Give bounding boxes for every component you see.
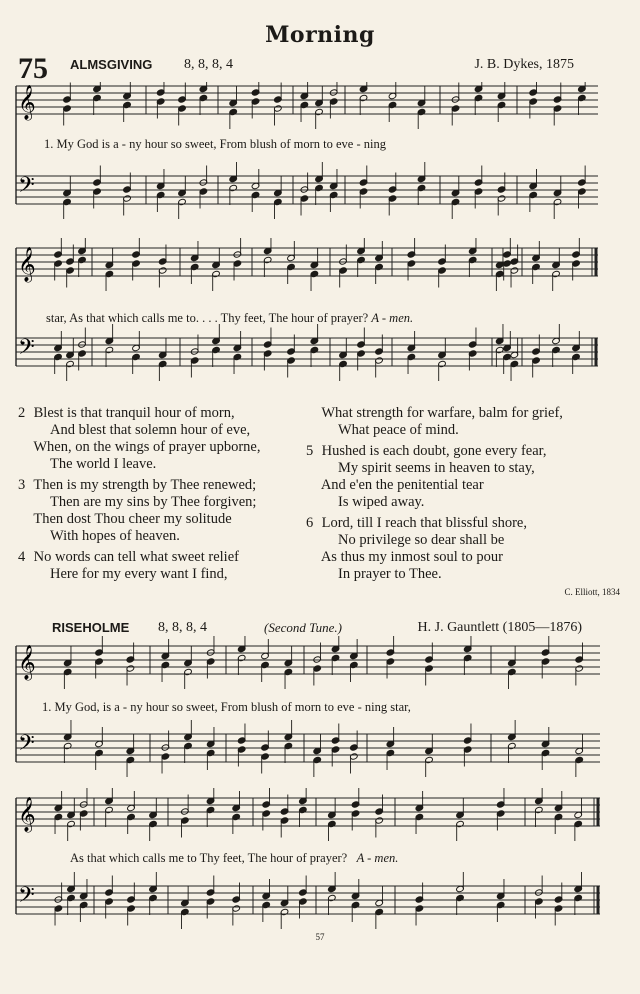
verse-number: 4 xyxy=(18,549,26,565)
second-tune-label: (Second Tune.) xyxy=(264,620,342,635)
sys1-treble-clef-icon: 𝄞 xyxy=(18,85,36,120)
verse-line: Then are my sins by Thee forgiven; xyxy=(50,494,257,510)
music-system-1 xyxy=(0,82,640,222)
composer-1: J. B. Dykes, 1875 xyxy=(474,57,574,72)
verse-line: No words can tell what sweet relief xyxy=(33,549,239,565)
sys2-bass-clef-icon: 𝄢 xyxy=(18,335,35,365)
verse-line: What strength for warfare, balm for grief, xyxy=(321,405,563,421)
verse-line: And e'en the penitential tear xyxy=(320,477,484,493)
verse-line: With hopes of heaven. xyxy=(50,528,180,544)
verse-number: 6 xyxy=(306,515,314,531)
verses-left xyxy=(18,405,260,583)
verse-line: The world I leave. xyxy=(50,456,157,472)
verse-line: Here for my every want I find, xyxy=(50,566,228,582)
verse-line: Hushed is each doubt, gone every fear, xyxy=(321,443,547,459)
sys4-treble-clef-icon: 𝄞 xyxy=(18,797,36,832)
lyric-line-3: 1. My God, is a - ny hour so sweet, From blush of morn to eve - ning star, xyxy=(42,700,411,714)
verse-number: 2 xyxy=(18,405,26,421)
tune-name-almsgiving: ALMSGIVING xyxy=(70,57,153,72)
composer-2: H. J. Gauntlett (1805—1876) xyxy=(417,620,582,635)
verse-line: My spirit seems in heaven to stay, xyxy=(338,460,535,476)
amen-1: A - men. xyxy=(371,311,414,325)
lyric-line-4 xyxy=(70,851,398,866)
lyric-line-4-text: As that which calls me to Thy feet, The hour of prayer? xyxy=(70,851,348,865)
verse-line: What peace of mind. xyxy=(338,422,459,438)
verse-line: No privilege so dear shall be xyxy=(338,532,505,548)
meter-2: 8, 8, 8, 4 xyxy=(158,620,207,635)
sys2-treble-clef-icon: 𝄞 xyxy=(18,247,36,282)
verse-line: In prayer to Thee. xyxy=(338,566,442,582)
verse-line: Lord, till I reach that blissful shore, xyxy=(321,515,527,531)
verse-number: 5 xyxy=(306,443,314,459)
hymn-number: 75 xyxy=(18,52,48,85)
verse-line: As thus my inmost soul to pour xyxy=(320,549,503,565)
lyric-line-2 xyxy=(46,311,413,326)
lyric-line-2-text: star, As that which calls me to. . . . Thy feet, The hour of prayer? xyxy=(46,311,369,325)
verse-line: When, on the wings of prayer upborne, xyxy=(33,439,261,455)
lyric-line-1: 1. My God is a - ny hour so sweet, From blush of morn to eve - ning xyxy=(44,137,386,151)
tune-name-riseholme: RISEHOLME xyxy=(52,620,130,635)
sys3-treble-clef-icon: 𝄞 xyxy=(18,645,36,680)
amen-2: A - men. xyxy=(356,851,399,865)
text-author: C. Elliott, 1834 xyxy=(564,587,620,597)
verse-line: Blest is that tranquil hour of morn, xyxy=(33,405,235,421)
verse-line: Then is my strength by Thee renewed; xyxy=(33,477,257,493)
verse-number: 3 xyxy=(18,477,26,493)
verse-line: Is wiped away. xyxy=(338,494,425,510)
verses-right xyxy=(306,405,563,583)
sys1-bass-clef-icon: 𝄢 xyxy=(18,173,35,203)
sys3-bass-clef-icon: 𝄢 xyxy=(18,731,35,761)
meter-1: 8, 8, 8, 4 xyxy=(184,57,233,72)
verse-line: Then dost Thou cheer my solitude xyxy=(33,511,232,527)
verse-line: And blest that solemn hour of eve, xyxy=(50,422,251,438)
page-number: 57 xyxy=(315,932,325,942)
section-title: Morning xyxy=(265,22,375,48)
sys4-bass-clef-icon: 𝄢 xyxy=(18,883,35,913)
